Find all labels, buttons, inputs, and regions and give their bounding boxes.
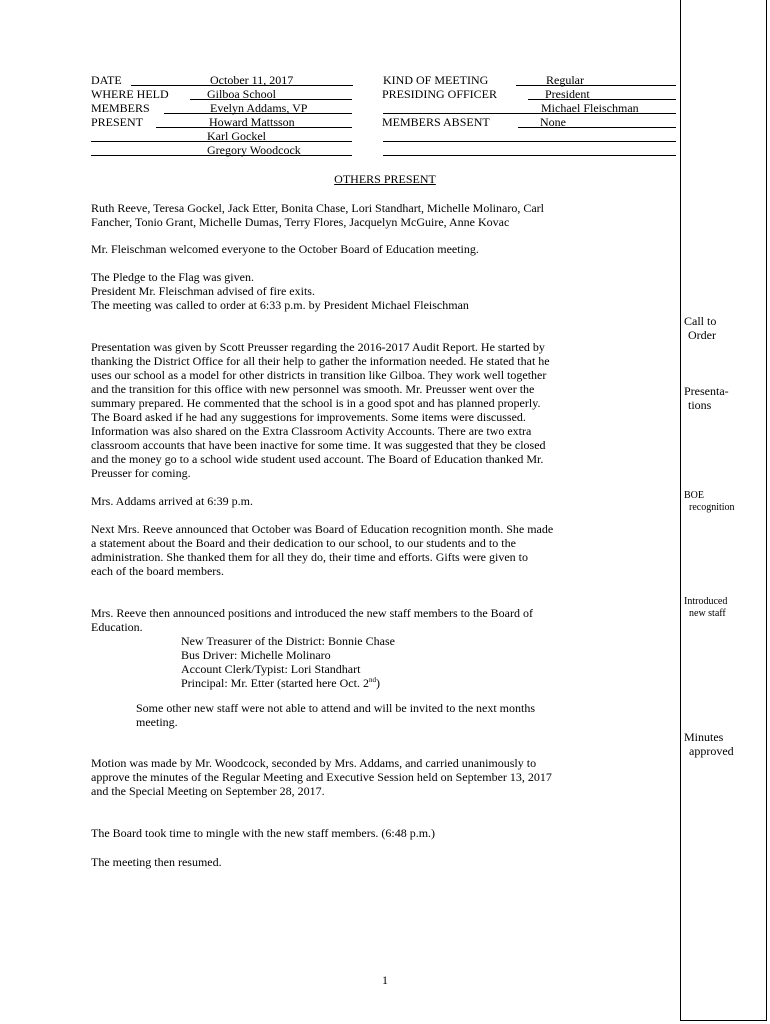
addams-arrived-text: Mrs. Addams arrived at 6:39 p.m. xyxy=(91,494,253,508)
motion-line-1: Motion was made by Mr. Woodcock, seconded by Mrs. Addams, and carried unanimously to xyxy=(91,756,537,770)
margin-staff-line-1: Introduced xyxy=(684,596,728,607)
opening-line-2: President Mr. Fleischman advised of fire exits. xyxy=(91,284,315,298)
recognition-line-1: Next Mrs. Reeve announced that October was Board of Education recognition month. She made xyxy=(91,522,554,536)
margin-staff-line-2: new staff xyxy=(689,608,726,619)
date-value: October 11, 2017 xyxy=(210,73,294,87)
presentation-line-3: uses our school as a model for other districts in transition like Gilboa. They work well together xyxy=(91,368,547,382)
presiding-officer-value: President xyxy=(545,87,590,101)
margin-minutes-line-2: approved xyxy=(689,744,734,758)
presentation-line-5: summary prepared. He commented that the school is in a good spot and has planned properly. xyxy=(91,396,541,410)
new-staff-line-2: Education. xyxy=(91,620,143,634)
kind-underline xyxy=(516,85,676,86)
others-present-title-wrap xyxy=(0,172,770,186)
welcome-text: Mr. Fleischman welcomed everyone to the October Board of Education meeting. xyxy=(91,242,479,256)
principal-close: ) xyxy=(375,676,380,690)
motion-paragraph xyxy=(91,756,677,798)
other-staff-paragraph xyxy=(136,701,535,729)
staff-item-bus-driver: Bus Driver: Michelle Molinaro xyxy=(181,648,331,662)
recognition-paragraph xyxy=(91,522,677,578)
margin-note-presentations xyxy=(684,384,729,412)
presentation-paragraph xyxy=(91,340,677,480)
others-line-2: Fancher, Tonio Grant, Michelle Dumas, Terry Flores, Jacquelyn McGuire, Anne Kovac xyxy=(91,215,510,229)
staff-item-account-clerk: Account Clerk/Typist: Lori Standhart xyxy=(181,662,361,676)
where-held-value: Gilboa School xyxy=(207,87,276,101)
margin-note-call-to-order xyxy=(684,314,716,342)
member-present-2: Howard Mattsson xyxy=(209,115,295,129)
presentation-line-9: and the money go to a school wide student used account. The Board of Education thanked Mr. xyxy=(91,452,544,466)
members-absent-label: MEMBERS ABSENT xyxy=(382,115,490,129)
presentation-line-6: The Board asked if he had any suggestions for improvements. Some items were discussed. xyxy=(91,410,526,424)
member-present-3: Karl Gockel xyxy=(207,129,266,143)
opening-paragraph xyxy=(91,270,677,312)
margin-note-boe-recognition xyxy=(684,490,735,514)
other-staff-line-1: Some other new staff were not able to attend and will be invited to the next months xyxy=(136,701,536,715)
members-label: MEMBERS xyxy=(91,101,150,115)
opening-line-3: The meeting was called to order at 6:33 p.m. by President Michael Fleischman xyxy=(91,298,469,312)
present-label: PRESENT xyxy=(91,115,144,129)
mingle-text: The Board took time to mingle with the new staff members. (6:48 p.m.) xyxy=(91,826,436,840)
margin-minutes-line-1: Minutes xyxy=(684,730,724,744)
margin-call-line-2: Order xyxy=(688,328,716,342)
new-staff-paragraph xyxy=(91,606,677,634)
margin-boe-line-1: BOE xyxy=(684,490,704,501)
presentation-line-8: classroom accounts that have been inactive for some time. It was suggested that they be closed xyxy=(91,438,546,452)
other-staff-line-2: meeting. xyxy=(136,715,178,729)
principal-text: Principal: Mr. Etter (started here Oct. 2 xyxy=(181,676,369,690)
others-present-list xyxy=(91,201,677,229)
members-absent-value: None xyxy=(540,115,566,129)
presiding-officer-name: Michael Fleischman xyxy=(541,101,639,115)
opening-line-1: The Pledge to the Flag was given. xyxy=(91,270,254,284)
staff-list xyxy=(181,634,395,690)
resumed-text: The meeting then resumed. xyxy=(91,855,222,869)
others-line-1: Ruth Reeve, Teresa Gockel, Jack Etter, Bonita Chase, Lori Standhart, Michelle Molinaro, Carl xyxy=(91,201,544,215)
margin-pres-line-1: Presenta- xyxy=(684,384,729,398)
member-present-4: Gregory Woodcock xyxy=(207,143,301,157)
presentation-line-10: Preusser for coming. xyxy=(91,466,191,480)
page-number-wrap xyxy=(0,973,770,987)
member-present-1: Evelyn Addams, VP xyxy=(210,101,308,115)
motion-line-3: and the Special Meeting on September 28, 2017. xyxy=(91,784,325,798)
presentation-line-2: thanking the District Office for all their help to gather the information needed. He stated that he xyxy=(91,354,550,368)
margin-pres-line-2: tions xyxy=(688,398,712,412)
kind-of-meeting-label: KIND OF MEETING xyxy=(383,73,489,87)
page-number: 1 xyxy=(382,973,388,987)
margin-call-line-1: Call to xyxy=(684,314,717,328)
kind-of-meeting-value: Regular xyxy=(546,73,584,87)
presentation-line-4: and the transition for this office with new personnel was smooth. Mr. Preusser went over the xyxy=(91,382,535,396)
presentation-line-1: Presentation was given by Scott Preusser regarding the 2016-2017 Audit Report. He started by xyxy=(91,340,545,354)
recognition-line-2: a statement about the Board and their dedication to our school, to our students and to the xyxy=(91,536,516,550)
margin-boe-line-2: recognition xyxy=(689,502,735,513)
presiding-officer-label: PRESIDING OFFICER xyxy=(382,87,498,101)
motion-line-2: approve the minutes of the Regular Meeting and Executive Session held on September 13, 2017 xyxy=(91,770,552,784)
others-present-title: OTHERS PRESENT xyxy=(334,172,436,186)
margin-note-introduced-new-staff xyxy=(684,596,727,620)
margin-note-minutes-approved xyxy=(684,730,734,758)
recognition-line-4: each of the board members. xyxy=(91,564,224,578)
date-label: DATE xyxy=(91,73,122,87)
where-held-label: WHERE HELD xyxy=(91,87,169,101)
recognition-line-3: administration. She thanked them for all they do, their time and efforts. Gifts were given to xyxy=(91,550,529,564)
staff-item-treasurer: New Treasurer of the District: Bonnie Chase xyxy=(181,634,395,648)
blank-underline-1 xyxy=(383,141,676,142)
staff-item-principal xyxy=(181,676,395,690)
principal-sup: nd xyxy=(368,676,376,684)
new-staff-line-1: Mrs. Reeve then announced positions and introduced the new staff members to the Board of xyxy=(91,606,534,620)
blank-underline-2 xyxy=(383,155,676,156)
presentation-line-7: Information was also shared on the Extra Classroom Activity Accounts. There are two extra xyxy=(91,424,532,438)
